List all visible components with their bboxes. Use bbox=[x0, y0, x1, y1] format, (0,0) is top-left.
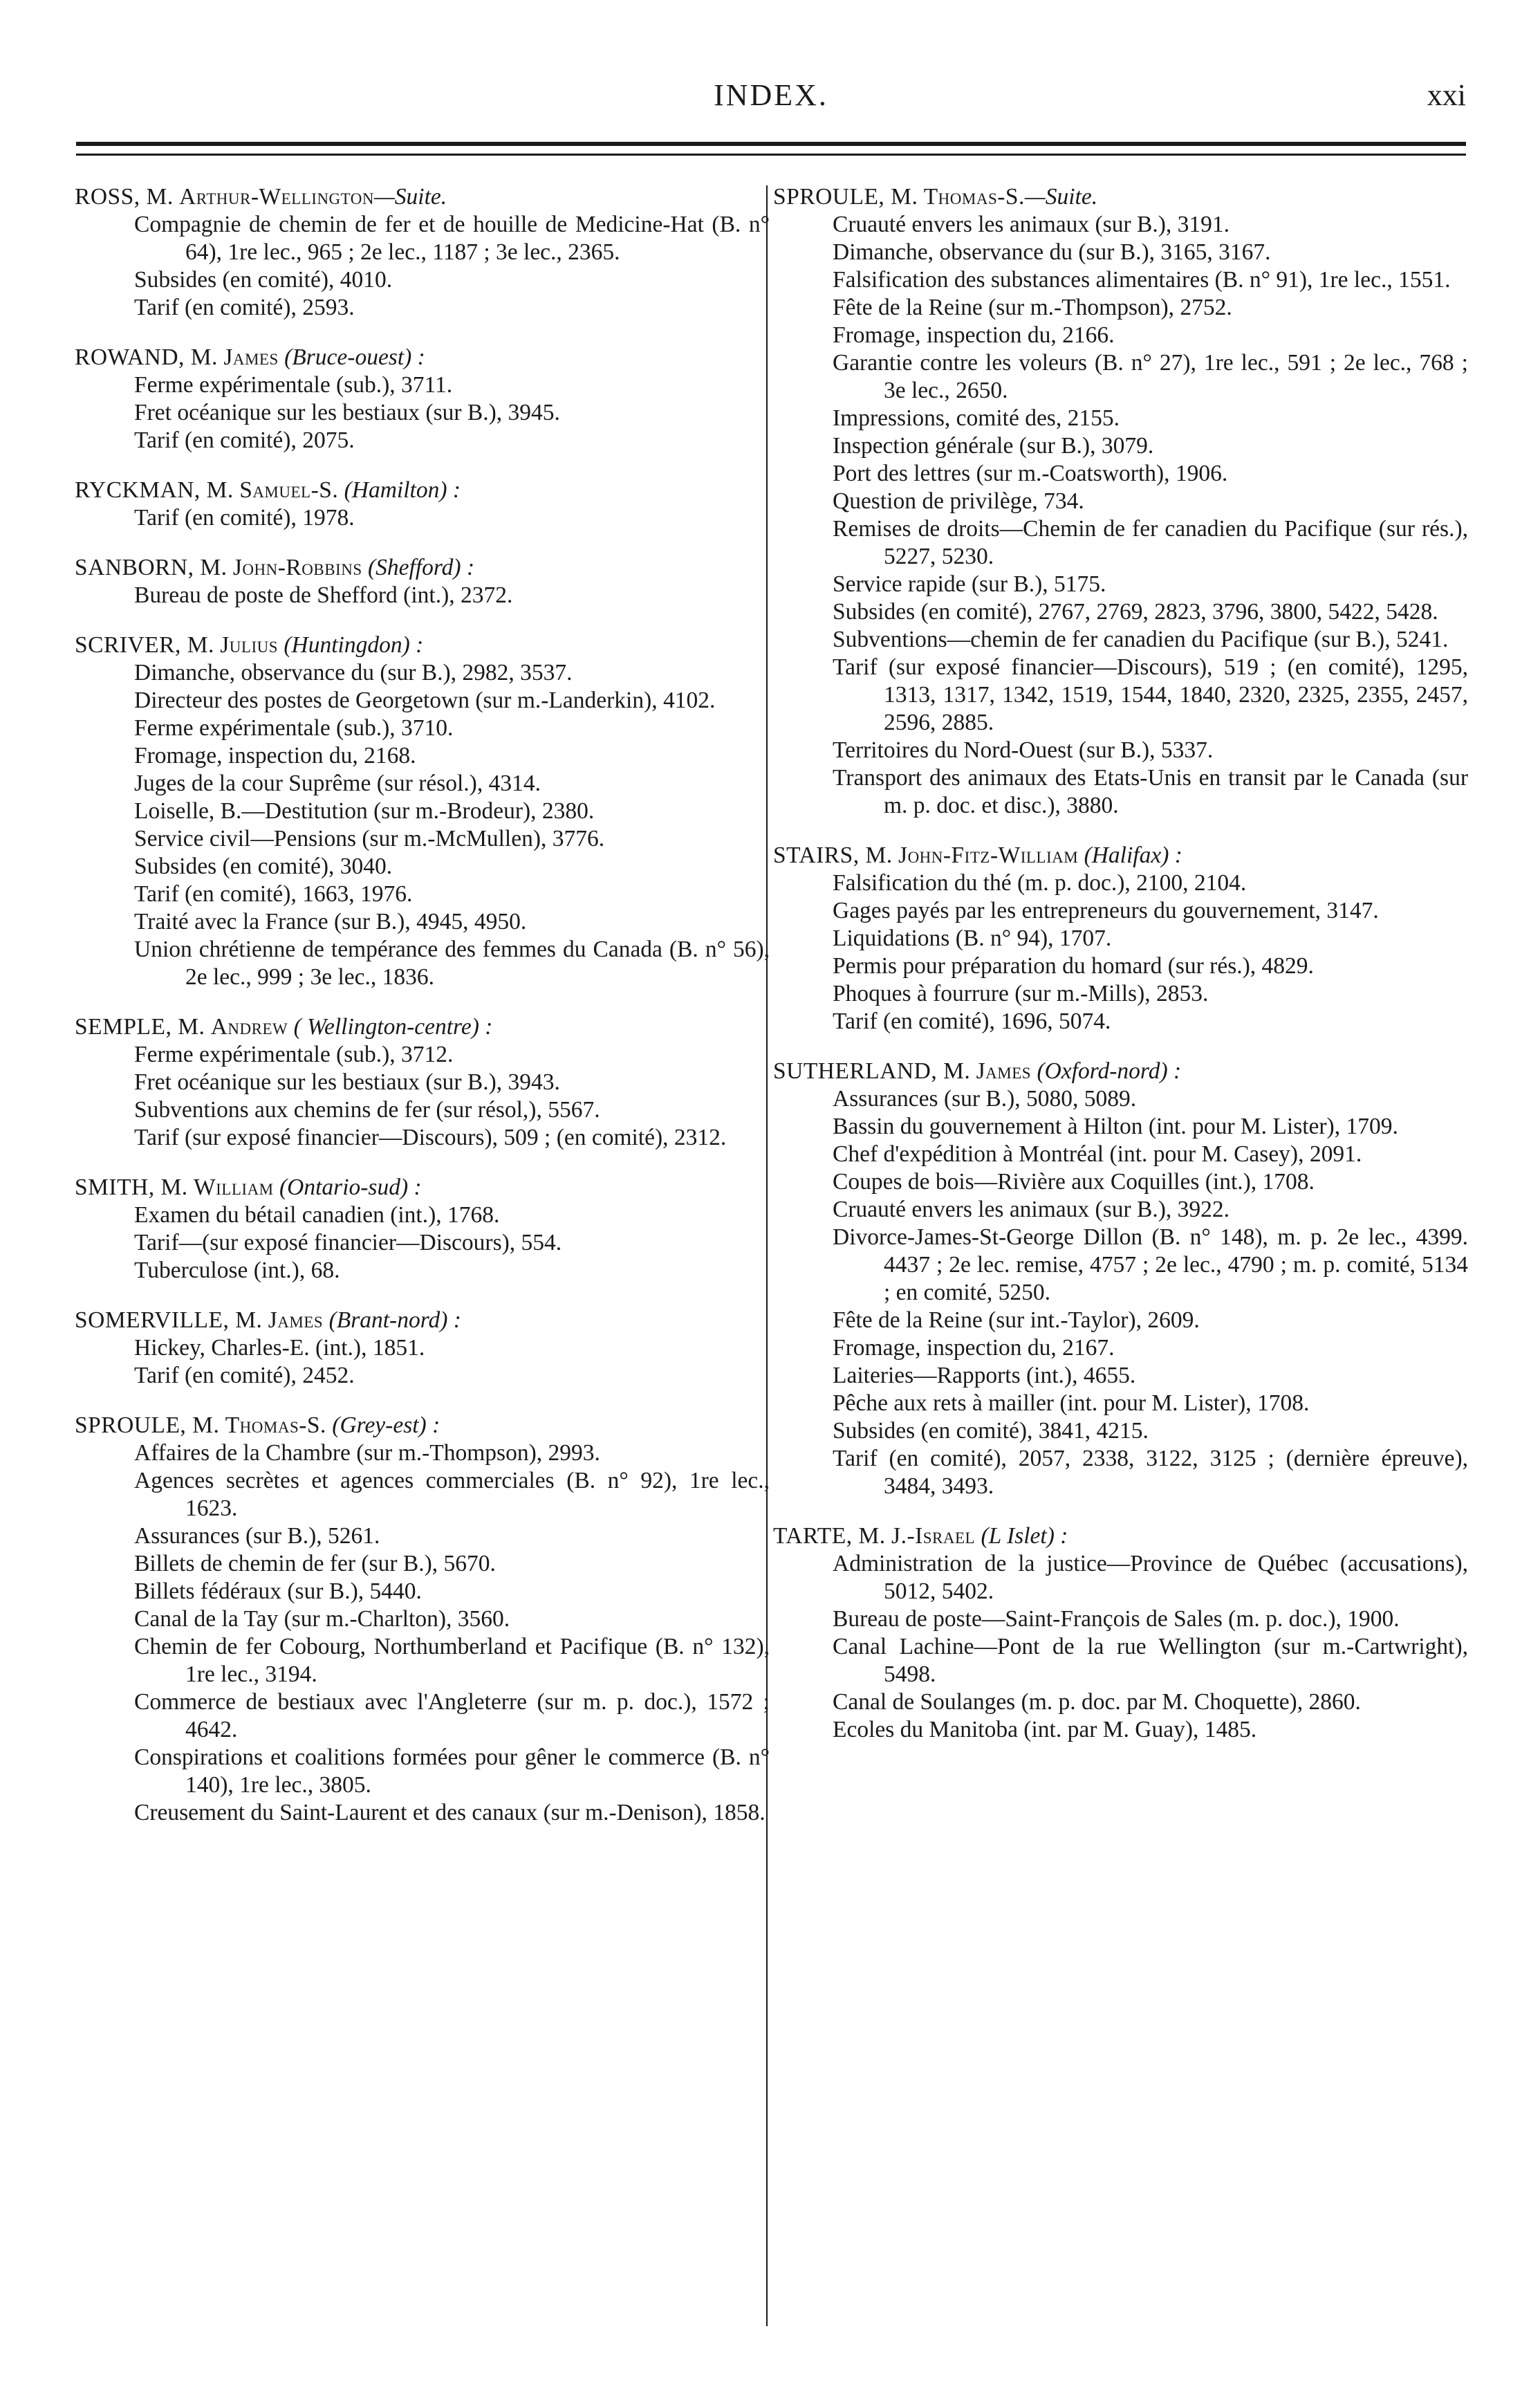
member-given-name: James bbox=[976, 1058, 1032, 1084]
entry-item: Tarif—(sur exposé financier—Discours), 554. bbox=[134, 1230, 562, 1255]
entry-item: Ferme expérimentale (sub.), 3712. bbox=[134, 1042, 454, 1067]
entry-item: Examen du bétail canadien (int.), 1768. bbox=[134, 1202, 500, 1228]
entry-heading bbox=[773, 842, 1468, 869]
entry-item: Service civil—Pensions (sur m.-McMullen), 3776. bbox=[134, 826, 605, 851]
entry-item: Falsification du thé (m. p. doc.), 2100, 2104. bbox=[833, 870, 1247, 896]
member-surname: SUTHERLAND, M. bbox=[773, 1058, 971, 1084]
entry-item: Cruauté envers les animaux (sur B.), 3922. bbox=[833, 1197, 1230, 1222]
entry-item: Subsides (en comité), 2767, 2769, 2823, 3796, 3800, 5422, 5428. bbox=[833, 599, 1438, 625]
header-rule-thick bbox=[76, 142, 1466, 146]
index-entry bbox=[75, 1307, 770, 1390]
entry-item: Traité avec la France (sur B.), 4945, 4950. bbox=[134, 909, 527, 934]
member-riding: (L Islet) : bbox=[981, 1523, 1068, 1549]
entry-item: Bureau de poste—Saint-François de Sales (m. p. doc.), 1900. bbox=[833, 1606, 1400, 1632]
entry-item: Permis pour préparation du homard (sur rés.), 4829. bbox=[833, 953, 1314, 979]
member-given-name: William bbox=[194, 1175, 274, 1200]
member-surname: SPROULE, M. bbox=[75, 1412, 220, 1438]
entry-item: Liquidations (B. n° 94), 1707. bbox=[833, 926, 1112, 951]
entry-item: Canal de la Tay (sur m.-Charlton), 3560. bbox=[134, 1606, 510, 1632]
entry-item: Loiselle, B.—Destitution (sur m.-Brodeur), 2380. bbox=[134, 798, 595, 824]
member-riding: (Grey-est) : bbox=[332, 1412, 440, 1438]
entry-item: Tarif (en comité), 1663, 1976. bbox=[134, 881, 413, 907]
index-entry bbox=[75, 183, 770, 322]
entry-item: Subsides (en comité), 3040. bbox=[134, 854, 393, 879]
member-riding: (Huntingdon) : bbox=[284, 632, 424, 658]
entry-item: Fret océanique sur les bestiaux (sur B.), 3945. bbox=[134, 400, 560, 425]
entry-item: Fromage, inspection du, 2168. bbox=[134, 743, 416, 768]
entry-item: Dimanche, observance du (sur B.), 2982, 3537. bbox=[134, 660, 573, 685]
entry-item: Affaires de la Chambre (sur m.-Thompson), 2993. bbox=[134, 1440, 600, 1466]
member-given-name: Samuel-S. bbox=[239, 477, 339, 503]
entry-item: Laiteries—Rapports (int.), 4655. bbox=[833, 1363, 1136, 1388]
member-given-name: Thomas-S. bbox=[225, 1412, 326, 1438]
entry-item: Compagnie de chemin de fer et de houille de Medicine-Hat (B. n° 64), 1re lec., 965 ; 2e lec., 1187 ; 3e lec., 2365. bbox=[134, 212, 770, 265]
entry-item: Fête de la Reine (sur int.-Taylor), 2609. bbox=[833, 1307, 1200, 1333]
entry-item: Fromage, inspection du, 2167. bbox=[833, 1335, 1115, 1361]
entry-item: Fret océanique sur les bestiaux (sur B.), 3943. bbox=[134, 1069, 560, 1095]
entry-item: Cruauté envers les animaux (sur B.), 3191. bbox=[833, 212, 1230, 237]
index-entry bbox=[773, 1058, 1468, 1500]
member-riding: (Ontario-sud) : bbox=[279, 1175, 422, 1200]
member-given-name: James bbox=[223, 344, 279, 370]
entry-item: Conspirations et coalitions formées pour gêner le commerce (B. n° 140), 1re lec., 3805. bbox=[134, 1744, 770, 1798]
entry-heading bbox=[75, 183, 770, 211]
index-entry bbox=[75, 632, 770, 991]
entry-heading bbox=[75, 1307, 770, 1334]
entry-item: Bassin du gouvernement à Hilton (int. pour M. Lister), 1709. bbox=[833, 1114, 1398, 1139]
member-given-name: John-Robbins bbox=[232, 555, 362, 580]
index-entry bbox=[75, 1412, 770, 1827]
member-surname: SEMPLE, M. bbox=[75, 1014, 205, 1040]
entry-item: Tarif (sur exposé financier—Discours), 519 ; (en comité), 1295, 1313, 1317, 1342, 1519, 1544, 1840, 2320, 2325, 2355, 2457, 2596, 2885. bbox=[833, 654, 1468, 735]
entry-item: Agences secrètes et agences commerciales (B. n° 92), 1re lec., 1623. bbox=[134, 1468, 770, 1521]
entry-heading bbox=[773, 1058, 1468, 1085]
entry-item: Inspection générale (sur B.), 3079. bbox=[833, 433, 1154, 459]
page-header bbox=[76, 64, 1466, 119]
entry-item: Tarif (en comité), 2075. bbox=[134, 427, 355, 453]
member-surname: SOMERVILLE, M. bbox=[75, 1307, 263, 1333]
entry-item: Juges de la cour Suprême (sur résol.), 4314. bbox=[134, 771, 541, 796]
member-riding: (Halifax) : bbox=[1084, 842, 1182, 868]
entry-item: Phoques à fourrure (sur m.-Mills), 2853. bbox=[833, 981, 1209, 1006]
entry-heading bbox=[75, 1013, 770, 1041]
member-surname: SPROULE, M. bbox=[773, 184, 918, 210]
entry-suffix: —Suite. bbox=[1024, 184, 1098, 210]
entry-item: Assurances (sur B.), 5080, 5089. bbox=[833, 1086, 1137, 1112]
member-surname: RYCKMAN, M. bbox=[75, 477, 234, 503]
member-given-name: James bbox=[268, 1307, 324, 1333]
member-given-name: Thomas-S. bbox=[923, 184, 1025, 210]
member-surname: TARTE, M. bbox=[773, 1523, 886, 1549]
member-surname: SMITH, M. bbox=[75, 1175, 188, 1200]
entry-item: Fromage, inspection du, 2166. bbox=[833, 322, 1115, 348]
member-surname: SANBORN, M. bbox=[75, 555, 228, 580]
entry-heading bbox=[75, 1174, 770, 1201]
member-given-name: Julius bbox=[220, 632, 279, 658]
entry-item: Subventions aux chemins de fer (sur résol,), 5567. bbox=[134, 1097, 600, 1123]
entry-heading bbox=[75, 477, 770, 504]
index-entry bbox=[773, 842, 1468, 1035]
entry-heading bbox=[773, 183, 1468, 211]
page-title: INDEX. bbox=[714, 78, 828, 112]
page-number: xxi bbox=[1427, 78, 1466, 112]
entry-item: Subsides (en comité), 3841, 4215. bbox=[833, 1418, 1149, 1444]
entry-item: Chemin de fer Cobourg, Northumberland et Pacifique (B. n° 132), 1re lec., 3194. bbox=[134, 1634, 770, 1687]
entry-item: Chef d'expédition à Montréal (int. pour M. Casey), 2091. bbox=[833, 1141, 1362, 1167]
index-entry bbox=[75, 344, 770, 454]
entry-item: Tarif (en comité), 2452. bbox=[134, 1363, 355, 1388]
member-surname: SCRIVER, M. bbox=[75, 632, 214, 658]
entry-item: Impressions, comité des, 2155. bbox=[833, 405, 1120, 431]
entry-heading bbox=[773, 1522, 1468, 1550]
entry-item: Territoires du Nord-Ouest (sur B.), 5337. bbox=[833, 737, 1214, 763]
entry-item: Subventions—chemin de fer canadien du Pacifique (sur B.), 5241. bbox=[833, 627, 1449, 652]
header-rule-thin bbox=[76, 154, 1466, 156]
index-entry bbox=[75, 1013, 770, 1152]
entry-item: Canal Lachine—Pont de la rue Wellington (sur m.-Cartwright), 5498. bbox=[833, 1634, 1468, 1687]
entry-item: Hickey, Charles-E. (int.), 1851. bbox=[134, 1335, 425, 1361]
entry-item: Pêche aux rets à mailler (int. pour M. Lister), 1708. bbox=[833, 1390, 1310, 1416]
right-column bbox=[773, 183, 1468, 1766]
entry-item: Garantie contre les voleurs (B. n° 27), 1re lec., 591 ; 2e lec., 768 ; 3e lec., 2650. bbox=[833, 350, 1468, 403]
entry-item: Port des lettres (sur m.-Coatsworth), 1906. bbox=[833, 461, 1228, 486]
entry-item: Administration de la justice—Province de Québec (accusations), 5012, 5402. bbox=[833, 1551, 1468, 1604]
entry-item: Assurances (sur B.), 5261. bbox=[134, 1523, 380, 1549]
entry-item: Billets de chemin de fer (sur B.), 5670. bbox=[134, 1551, 496, 1576]
left-column bbox=[75, 183, 770, 1849]
entry-item: Tarif (en comité), 2593. bbox=[134, 295, 355, 320]
entry-item: Bureau de poste de Shefford (int.), 2372. bbox=[134, 582, 513, 608]
entry-item: Divorce-James-St-George Dillon (B. n° 148), m. p. 2e lec., 4399. 4437 ; 2e lec. remise, 4757 ; 2e lec., 4790 ; m. p. comité, 5134 ; en comité, 5250. bbox=[833, 1224, 1468, 1305]
entry-item: Tarif (sur exposé financier—Discours), 509 ; (en comité), 2312. bbox=[134, 1125, 727, 1150]
index-entry bbox=[773, 1522, 1468, 1744]
entry-heading bbox=[75, 344, 770, 371]
member-surname: STAIRS, M. bbox=[773, 842, 893, 868]
entry-item: Creusement du Saint-Laurent et des canaux (sur m.-Denison), 1858. bbox=[134, 1800, 766, 1825]
entry-item: Commerce de bestiaux avec l'Angleterre (sur m. p. doc.), 1572 ; 4642. bbox=[134, 1689, 770, 1742]
member-surname: ROSS, M. bbox=[75, 184, 174, 210]
member-riding: (Brant-nord) : bbox=[328, 1307, 461, 1333]
entry-item: Billets fédéraux (sur B.), 5440. bbox=[134, 1578, 422, 1604]
entry-heading bbox=[75, 1412, 770, 1439]
index-entry bbox=[75, 477, 770, 532]
entry-item: Ecoles du Manitoba (int. par M. Guay), 1485. bbox=[833, 1717, 1257, 1742]
entry-item: Union chrétienne de tempérance des femmes du Canada (B. n° 56), 2e lec., 999 ; 3e lec., 1836. bbox=[134, 937, 770, 990]
entry-item: Remises de droits—Chemin de fer canadien du Pacifique (sur rés.), 5227, 5230. bbox=[833, 516, 1468, 569]
entry-item: Tarif (en comité), 1696, 5074. bbox=[833, 1009, 1111, 1034]
index-entry bbox=[75, 554, 770, 609]
entry-item: Tuberculose (int.), 68. bbox=[134, 1258, 340, 1283]
member-given-name: John-Fitz-William bbox=[898, 842, 1079, 868]
entry-item: Tarif (en comité), 1978. bbox=[134, 505, 355, 531]
member-riding: (Bruce-ouest) : bbox=[284, 344, 425, 370]
entry-item: Canal de Soulanges (m. p. doc. par M. Choquette), 2860. bbox=[833, 1689, 1361, 1715]
entry-item: Gages payés par les entrepreneurs du gouvernement, 3147. bbox=[833, 898, 1379, 923]
entry-item: Subsides (en comité), 4010. bbox=[134, 267, 393, 293]
entry-item: Directeur des postes de Georgetown (sur m.-Landerkin), 4102. bbox=[134, 688, 716, 713]
member-given-name: Arthur-Wellington bbox=[179, 184, 375, 210]
member-riding: (Shefford) : bbox=[367, 555, 475, 580]
index-entry bbox=[773, 183, 1468, 820]
member-surname: ROWAND, M. bbox=[75, 344, 218, 370]
index-entry bbox=[75, 1174, 770, 1284]
entry-item: Transport des animaux des Etats-Unis en transit par le Canada (sur m. p. doc. et disc.), 3880. bbox=[833, 765, 1468, 818]
entry-item: Question de privilège, 734. bbox=[833, 488, 1084, 514]
member-riding: (Oxford-nord) : bbox=[1037, 1058, 1182, 1084]
member-given-name: Andrew bbox=[210, 1014, 288, 1040]
entry-item: Fête de la Reine (sur m.-Thompson), 2752. bbox=[833, 295, 1232, 320]
entry-item: Ferme expérimentale (sub.), 3710. bbox=[134, 715, 454, 741]
entry-heading bbox=[75, 632, 770, 659]
entry-item: Service rapide (sur B.), 5175. bbox=[833, 571, 1106, 597]
entry-suffix: —Suite. bbox=[374, 184, 447, 210]
entry-item: Ferme expérimentale (sub.), 3711. bbox=[134, 372, 453, 398]
entry-heading bbox=[75, 554, 770, 582]
member-riding: ( Wellington-centre) : bbox=[293, 1014, 493, 1040]
entry-item: Tarif (en comité), 2057, 2338, 3122, 3125 ; (dernière épreuve), 3484, 3493. bbox=[833, 1446, 1468, 1499]
member-riding: (Hamilton) : bbox=[344, 477, 461, 503]
entry-item: Dimanche, observance du (sur B.), 3165, 3167. bbox=[833, 239, 1271, 265]
member-given-name: J.-Israel bbox=[891, 1523, 976, 1549]
entry-item: Coupes de bois—Rivière aux Coquilles (int.), 1708. bbox=[833, 1169, 1315, 1195]
entry-item: Falsification des substances alimentaires (B. n° 91), 1re lec., 1551. bbox=[833, 267, 1451, 293]
